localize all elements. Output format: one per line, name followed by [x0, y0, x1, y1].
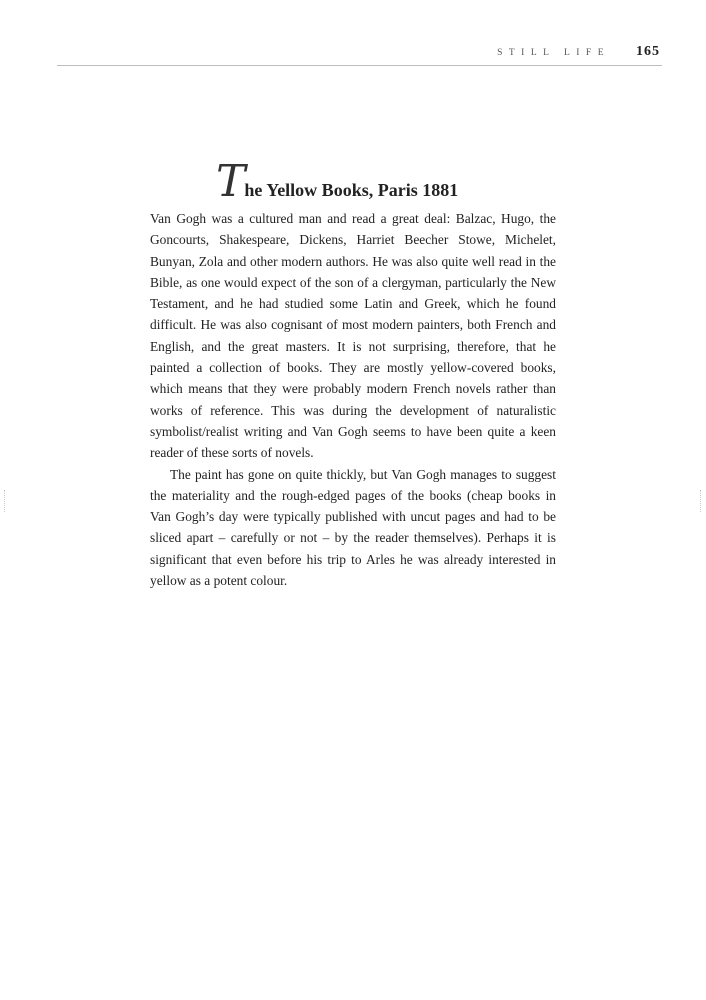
paragraph-1: Van Gogh was a cultured man and read a great deal: Balzac, Hugo, the Goncourts, Shakespeare, Dickens, Harriet Beecher Stowe, Michelet, Bunyan, Zola and other modern authors. He was also quite well read in the Bible, as one would expect of the son of a clergyman, particularly the New Testament, and he had studied some Latin and Greek, which he found difficult. He was also cognisant of most modern painters, both French and English, and the great masters. It is not surprising, therefore, that he painted a collection of books. They are mostly yellow-covered books, which means that they were probably modern French novels rather than works of reference. This was during the development of naturalistic symbolist/realist writing and Van Gogh seems to have been quite a keen reader of these sorts of novels.	[150, 211, 556, 461]
header-rule	[57, 65, 662, 66]
left-margin-mark	[4, 490, 6, 512]
body-text	[150, 208, 556, 591]
right-margin-mark	[700, 490, 702, 512]
running-head	[497, 44, 660, 60]
running-title: STILL LIFE	[497, 48, 610, 58]
page-number: 165	[636, 44, 660, 59]
heading-initial-cap: T	[216, 156, 246, 207]
heading-text: he Yellow Books, Paris 1881	[244, 180, 459, 200]
section-heading	[216, 156, 459, 207]
paragraph-2: The paint has gone on quite thickly, but Van Gogh manages to suggest the materiality and the rough-edged pages of the books (cheap books in Van Gogh’s day were typically published with uncut pages and had to be sliced apart – carefully or not – by the reader themselves). Perhaps it is significant that even before his trip to Arles he was already interested in yellow as a potent colour.	[150, 466, 556, 589]
